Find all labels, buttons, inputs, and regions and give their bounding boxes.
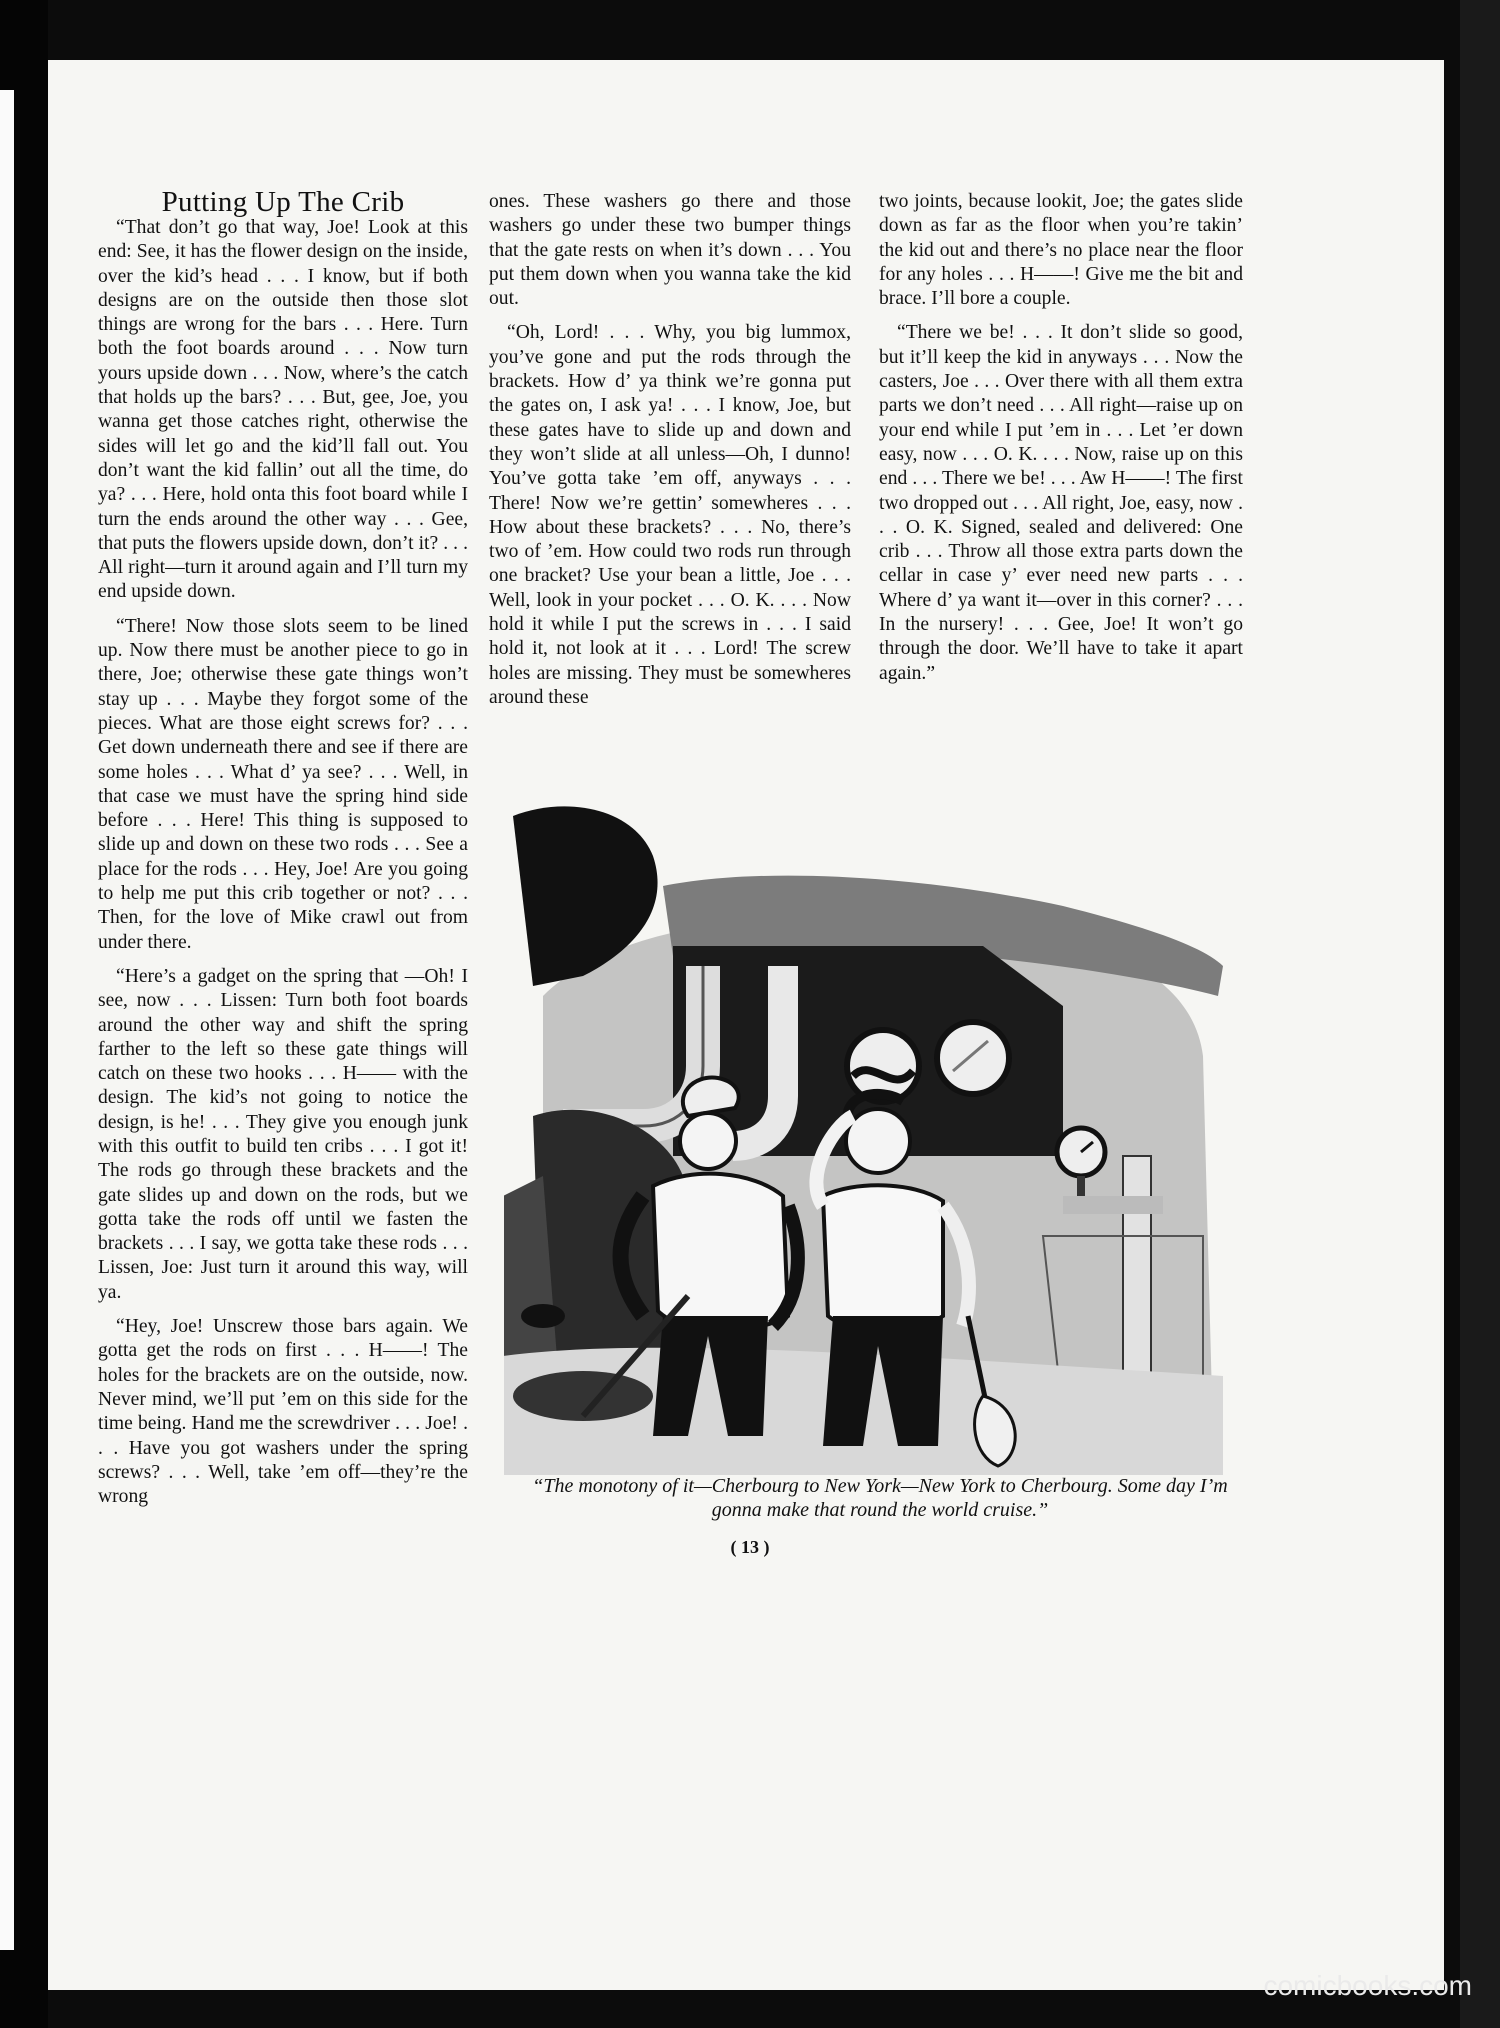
site-watermark: comicbooks.com (1263, 1970, 1472, 2001)
article-column-1 (98, 216, 468, 1509)
scan-left-strip (0, 0, 48, 2028)
paragraph: “There! Now those slots seem to be lined up. Now there must be another piece to go in there, Joe; otherwise these gate things won’t stay up . . . Maybe they forgot some of the pieces. What are those eight screws for? . . . Get down underneath there and see if there are some holes . . . What d’ ya see? . . . Well, in that case we must have the spring hind side before . . . Here! This thing is supposed to slide up and down on these two rods . . . See a place for the rods . . . Hey, Joe! Are you going to help me put this crib together or not? . . . Then, for the love of Mike crawl out from under there. (98, 615, 468, 953)
paragraph: “That don’t go that way, Joe! Look at this end: See, it has the flower design on the inside, over the kid’s head . . . I know, but if both designs are on the outside then those slot things are wrong for the bars . . . Here. Turn both the foot boards around . . . Now turn yours upside down . . . Now, where’s the catch that holds up the bars? . . . But, gee, Joe, you wanna get those catches right, otherwise the sides will let go and the kid’ll fall out. You don’t want the kid fallin’ out all the time, do ya? . . . Here, hold onta this foot board while I turn the ends around the other way . . . Gee, that puts the flowers upside down, don’t it? . . . All right—turn it around again and I’ll turn my end upside down. (98, 217, 468, 603)
paragraph: “Oh, Lord! . . . Why, you big lummox, you’ve gone and put the rods through the brackets. How d’ ya think we’re gonna put the gates on, I ask ya! . . . I know, Joe, but these gates have to slide up and down and they won’t slide at all unless—Oh, I dunno! You’ve gotta take ’em off, anyways . . . There! Now we’re gettin’ somewheres . . . How about these brackets? . . . No, there’s two of ’em. How could two rods run through one bracket? Use your bean a little, Joe . . . Well, look in your pocket . . . O. K. . . . Now hold it while I put the screws in . . . I said hold it, not look at it . . . Lord! The screw holes are missing. They must be somewheres around these (489, 322, 851, 708)
paragraph: two joints, because lookit, Joe; the gates slide down as far as the floor when you’re takin’ the kid out and there’s no place near the floor for any holes . . . H——! Give me the bit and brace. I’ll bore a couple. (879, 191, 1243, 310)
article-column-2 (489, 190, 851, 710)
cartoon-caption: “The monotony of it—Cherbourg to New York—New York to Cherbourg. Some day I’m gonna make that round the world cruise.” (532, 1475, 1228, 1521)
scan-right-strip (1460, 0, 1500, 2028)
paragraph: “Here’s a gadget on the spring that —Oh! I see, now . . . Lissen: Turn both foot boards around the other way and shift the spring farther to the left so these gate things will catch on these two hooks . . . H—— with the design. The kid’s not going to notice the design, is he! . . . They give you enough junk with this outfit to build ten cribs . . . I got it! The rods go through these brackets and the gate slides up and down on the rods, but we gotta take the rods off until we fasten the brackets . . . I say, we gotta take these rods . . . Lissen, Joe: Just turn it around this way, will ya. (98, 965, 468, 1303)
page-number: ( 13 ) (730, 1537, 770, 1557)
article-column-3 (879, 190, 1243, 686)
article-title: Putting Up The Crib (161, 186, 405, 218)
cartoon-illustration (503, 796, 1239, 1476)
paragraph: ones. These washers go there and those washers go under these two bumper things that the gate rests on when it’s down . . . You put them down when you wanna take the kid out. (489, 191, 851, 310)
paragraph: “Hey, Joe! Unscrew those bars again. We gotta get the rods on first . . . H——! The holes for the brackets are on the outside, now. Never mind, we’ll put ’em on this side for the time being. Hand me the screwdriver . . . Joe! . . . Have you got washers under the spring screws? . . . Well, take ’em off—they’re the wrong (98, 1316, 468, 1508)
paragraph: “There we be! . . . It don’t slide so good, but it’ll keep the kid in anyways . . . Now the casters, Joe . . . Over there with all them extra parts we don’t need . . . All right—raise up on your end while I put ’em in . . . Let ’er down easy, now . . . O. K. . . . Now, raise up on this end . . . There we be! . . . Aw H——! The first two dropped out . . . All right, Joe, easy, now . . . O. K. Signed, sealed and delivered: One crib . . . Throw all those extra parts down the cellar in case y’ ever need new parts . . . Where d’ ya want it—over in this corner? . . . In the nursery! . . . Gee, Joe! It won’t go through the door. We’ll have to take it apart again.” (879, 322, 1243, 684)
facing-page-edge (0, 90, 14, 1950)
